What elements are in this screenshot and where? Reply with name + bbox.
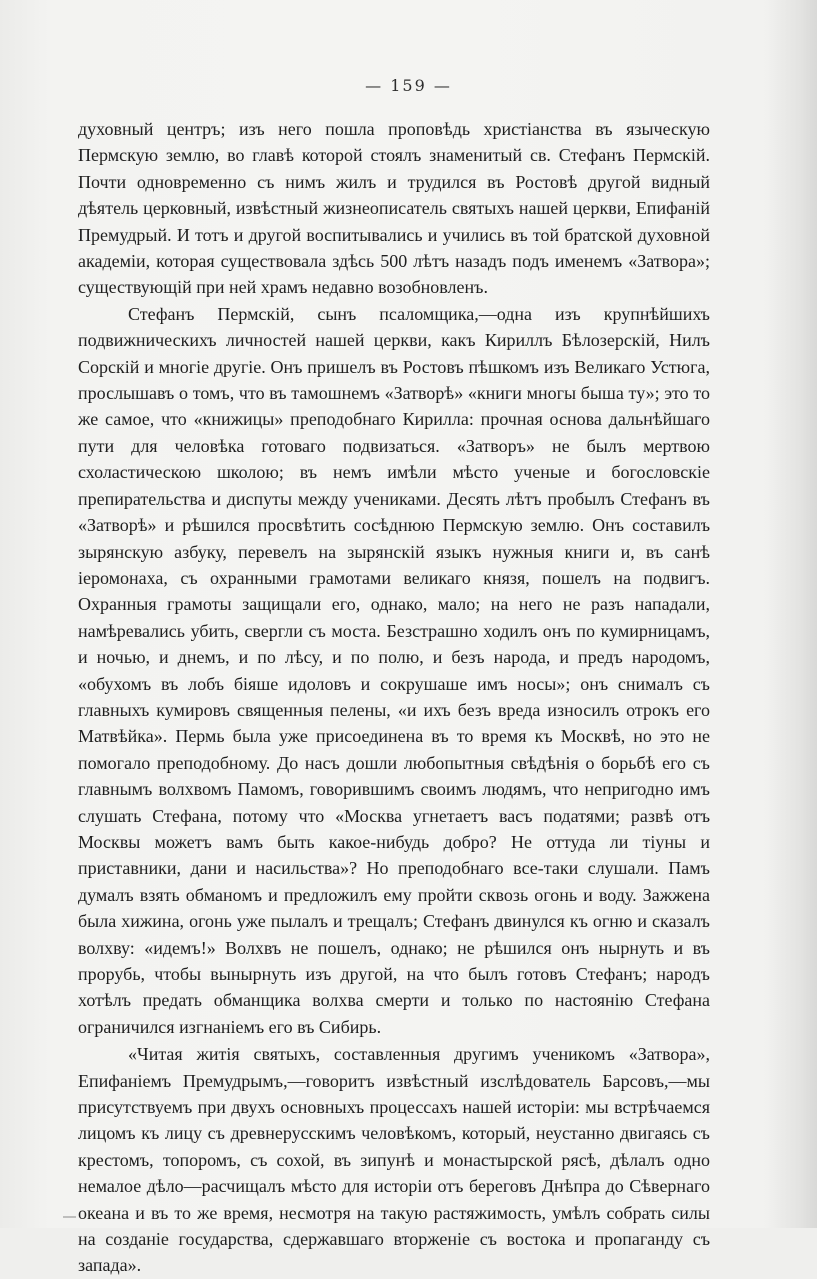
paragraph-3: «Читая житія святыхъ, составленныя другимъ ученикомъ «Затвора», Епифаніемъ Премудрымъ,—говоритъ извѣстный изслѣдователь Барсовъ,—мы присутствуемъ при двухъ основныхъ процессахъ нашей исторіи: мы встрѣчаемся лицомъ къ лицу съ древнерусскимъ человѣкомъ, который, неустанно двигаясь съ крестомъ, топоромъ, съ сохой, въ зипунѣ и монастырской рясѣ, дѣлалъ одно немалое дѣло—расчищалъ мѣсто для исторіи отъ береговъ Днѣпра до Сѣвернаго океана и въ то же время, несмотря на такую растяжимость, умѣлъ собрать силы на созданіе государства, сдержавшаго вторженіе съ востока и пропаганду съ запада». bbox=[78, 1044, 710, 1276]
paragraph-2: Стефанъ Пермскій, сынъ псаломщика,—одна изъ крупнѣйшихъ подвижническихъ личностей нашей церкви, какъ Кириллъ Бѣлозерскій, Нилъ Сорскій и многіе другіе. Онъ пришелъ въ Ростовъ пѣшкомъ изъ Великаго Устюга, прослышавъ о томъ, что въ тамошнемъ «Затворѣ» «книги многы быша ту»; это то же самое, что «книжицы» преподобнаго Кирилла: прочная основа дальнѣйшаго пути для человѣка готоваго подвизаться. «Затворъ» не былъ мертвою схоластическою школою; въ немъ имѣли мѣсто ученые и богословскіе препирательства и диспуты между учениками. Десять лѣтъ пробылъ Стефанъ въ «Затворѣ» и рѣшился просвѣтить сосѣднюю Пермскую землю. Онъ составилъ зырянскую азбуку, перевелъ на зырянскій языкъ нужныя книги и, въ санѣ іеромонаха, съ охранными грамотами великаго князя, пошелъ на подвигъ. Охранныя грамоты защищали его, однако, мало; на него не разъ нападали, намѣревались убить, свергли съ моста. Безстрашно ходилъ онъ по кумирницамъ, и ночью, и днемъ, и по лѣсу, и по полю, и безъ народа, и предъ народомъ, «обухомъ въ лобъ біяше идоловъ и сокрушаше имъ носы»; онъ снималъ съ главныхъ кумировъ священныя пелены, «и ихъ безъ вреда износилъ отрокъ его Матвѣйка». Пермь была уже присоединена въ то время къ Москвѣ, но это не помогало преподобному. До насъ дошли любопытныя свѣдѣнія о борьбѣ его съ главнымъ волхвомъ Памомъ, говорившимъ своимъ людямъ, что непригодно имъ слушать Стефана, потому что «Москва угнетаетъ васъ податями; развѣ отъ Москвы можетъ вамъ быть какое-нибудь добро? Не оттуда ли тіуны и приставники, дани и насильства»? Но преподобнаго все-таки слушали. Памъ думалъ взять обманомъ и предложилъ ему пройти сквозь огонь и воду. Зажжена была хижина, огонь уже пылалъ и трещалъ; Стефанъ двинулся къ огню и сказалъ волхву: «идемъ!» Волхвъ не пошелъ, однако; не рѣшился онъ нырнуть и въ прорубь, чтобы вынырнуть изъ другой, на что былъ готовъ Стефанъ; народъ хотѣлъ предать обманщика волхва смерти и только по настоянію Стефана ограничился изгнаніемъ его въ Сибирь. bbox=[78, 303, 710, 1037]
body-text bbox=[78, 116, 710, 1279]
page-number: — 159 — bbox=[365, 76, 452, 95]
scan-mark bbox=[63, 1216, 76, 1218]
paragraph-1: духовный центръ; изъ него пошла проповѣдь христіанства въ языческую Пермскую землю, во главѣ которой стоялъ знаменитый св. Стефанъ Пермскій. Почти одновременно съ нимъ жилъ и трудился въ Ростовѣ другой видный дѣятель церковный, извѣстный жизнеописатель святыхъ нашей церкви, Епифаній Премудрый. И тотъ и другой воспитывались и учились въ той братской духовной академіи, которая существовала здѣсь 500 лѣтъ назадъ подъ именемъ «Затвора»; существующій при ней храмъ недавно возобновленъ. bbox=[78, 119, 710, 298]
page-edge-shadow bbox=[761, 0, 817, 1228]
